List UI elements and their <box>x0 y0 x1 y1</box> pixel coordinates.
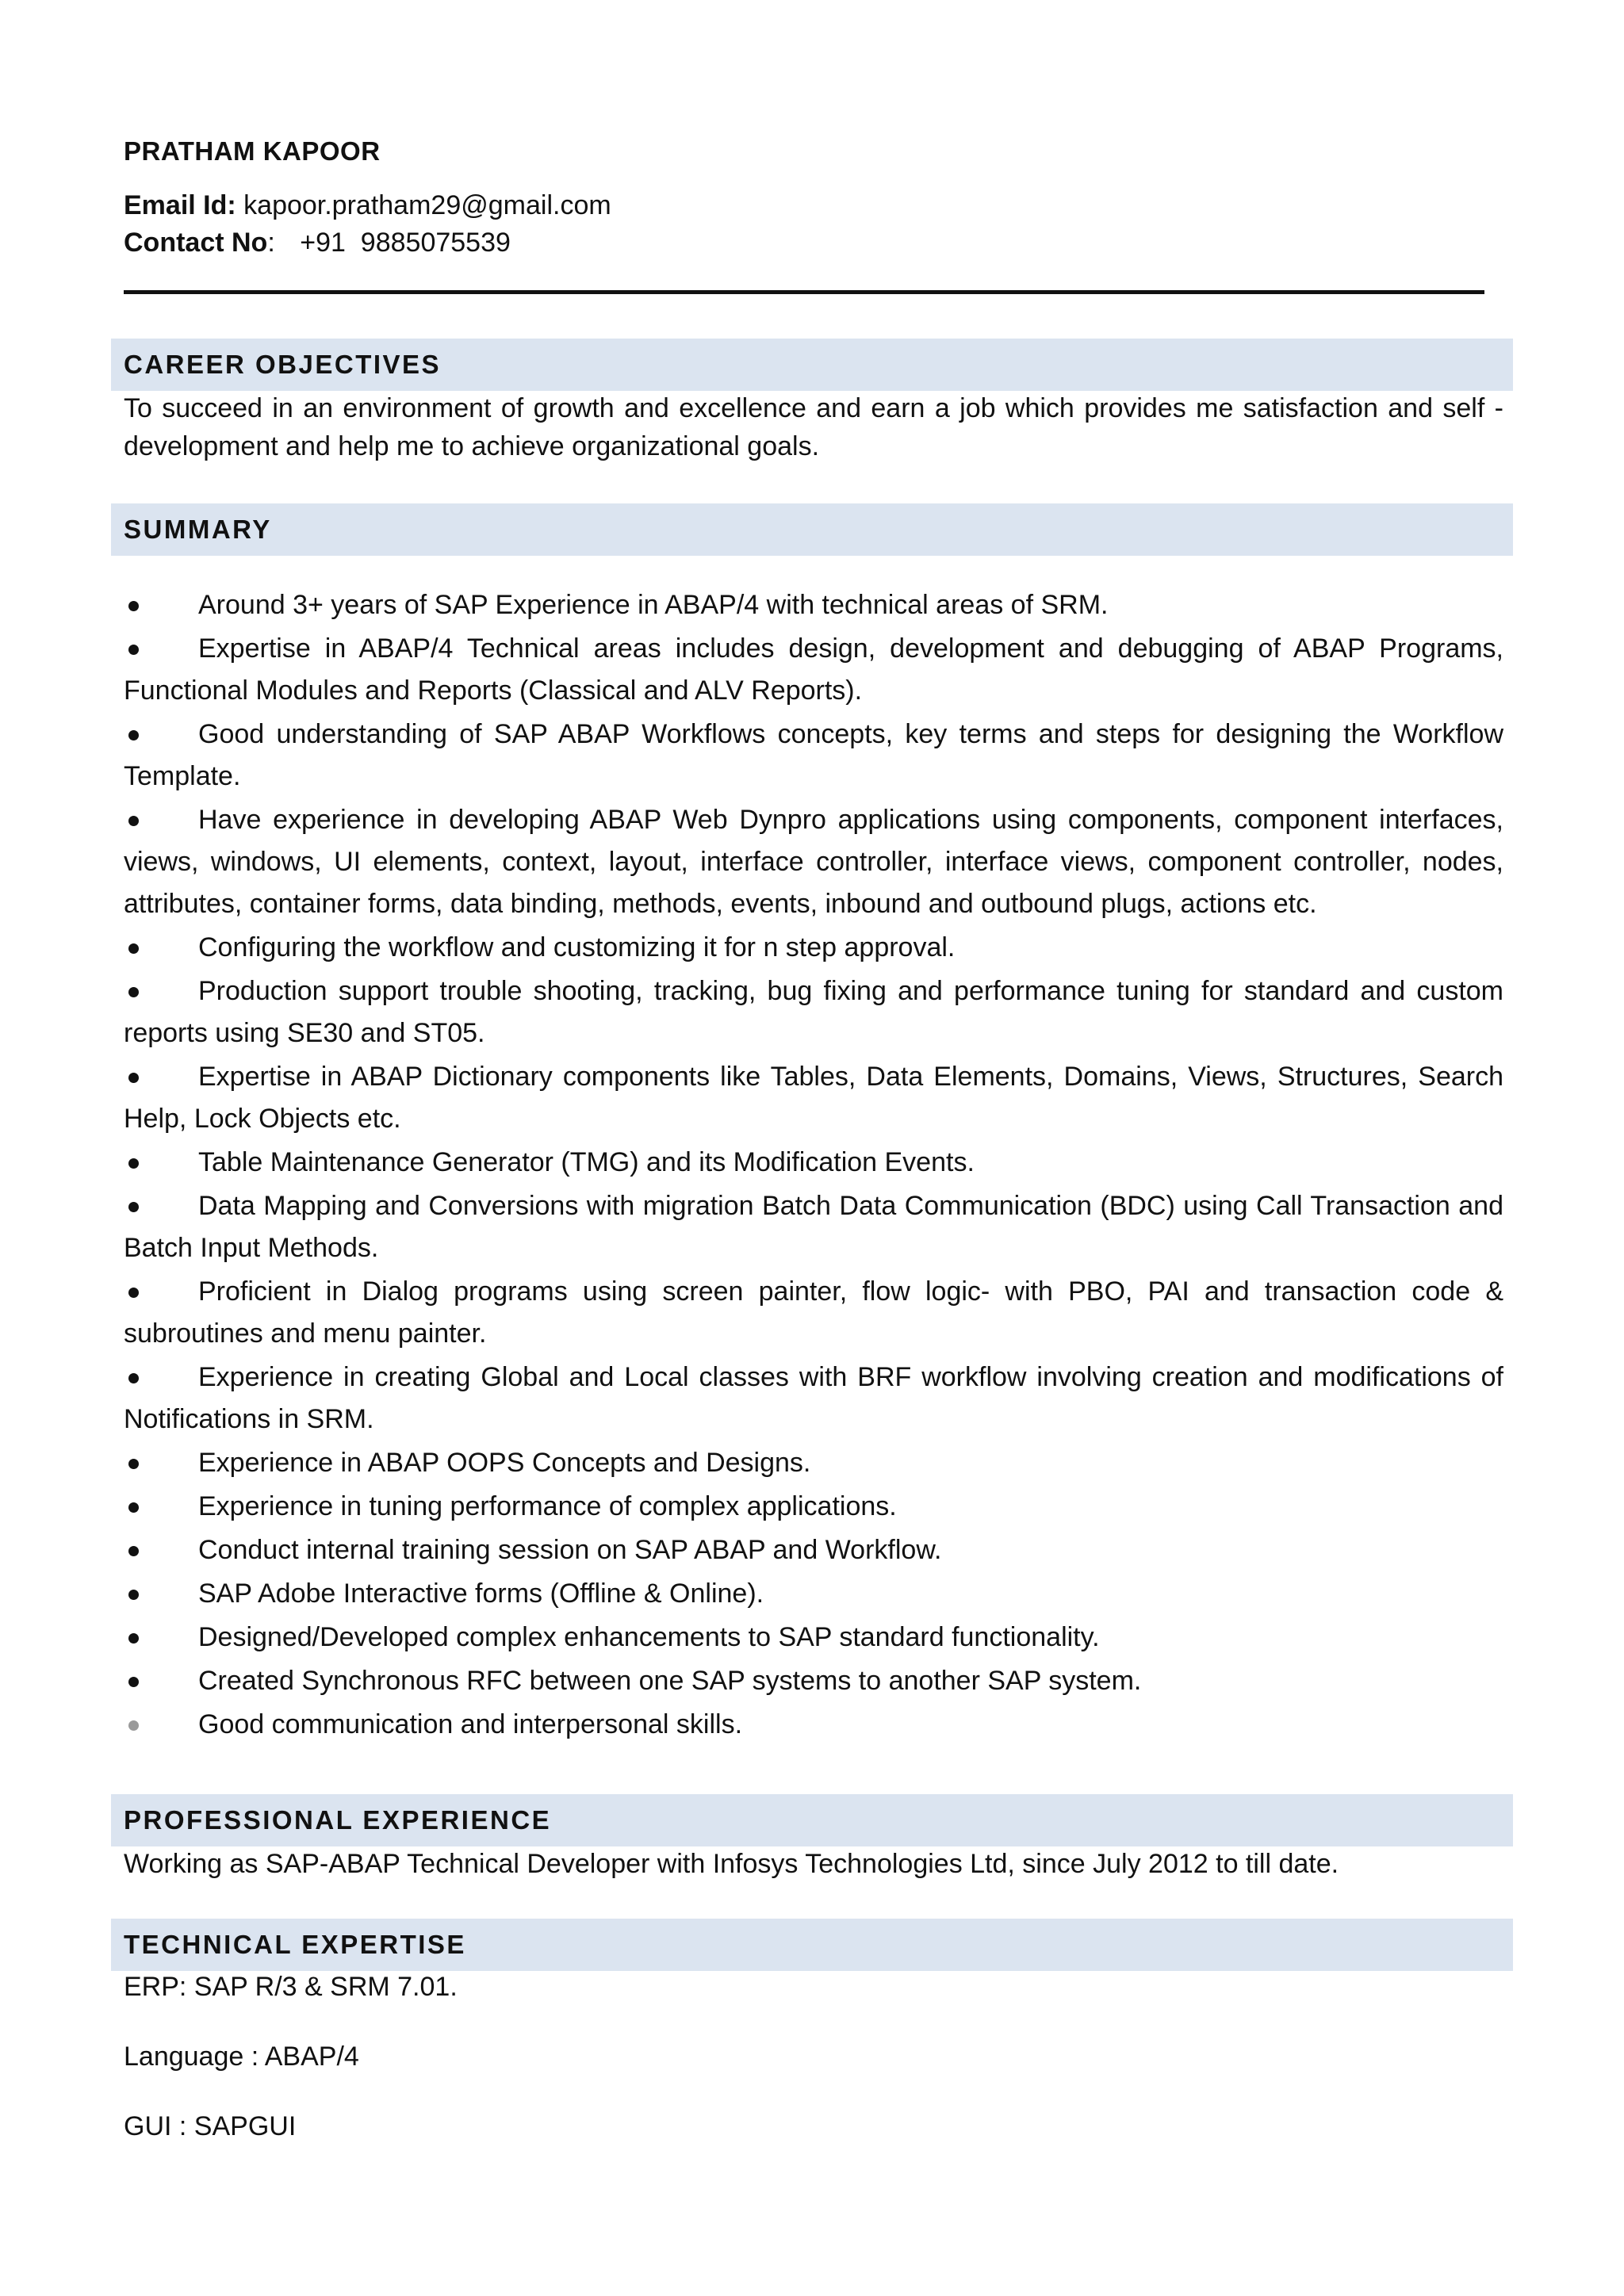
professional-experience-title: PROFESSIONAL EXPERIENCE <box>124 1805 552 1835</box>
gui-line: GUI : SAPGUI <box>124 2111 297 2141</box>
list-item: Experience in ABAP OOPS Concepts and Designs. <box>124 1442 1503 1484</box>
list-item: Table Maintenance Generator (TMG) and its Modification Events. <box>124 1142 1503 1184</box>
professional-experience-header <box>111 1794 1513 1846</box>
list-item: Proficient in Dialog programs using screen painter, flow logic- with PBO, PAI and transaction code & subroutines and menu painter. <box>124 1276 1503 1349</box>
list-item: Conduct internal training session on SAP ABAP and Workflow. <box>124 1529 1503 1571</box>
bullet-icon <box>128 1288 139 1298</box>
contact-label: Contact No <box>124 228 268 258</box>
bullet-icon <box>128 730 139 740</box>
list-item: Data Mapping and Conversions with migration Batch Data Communication (BDC) using Call Transaction and Batch Input Methods. <box>124 1191 1503 1263</box>
language-line: Language : ABAP/4 <box>124 2042 359 2072</box>
bullet-icon <box>128 1158 139 1169</box>
list-item: Created Synchronous RFC between one SAP systems to another SAP system. <box>124 1660 1503 1702</box>
career-objectives-header <box>111 339 1513 391</box>
list-item: Have experience in developing ABAP Web Dynpro applications using components, component interfaces, views, windows, UI elements, context, layout, interface controller, interface views, component controller, nodes, attributes, container forms, data binding, methods, events, inbound and outbound plugs, actions etc. <box>124 805 1503 919</box>
summary-header <box>111 503 1513 556</box>
list-item: Expertise in ABAP Dictionary components like Tables, Data Elements, Domains, Views, Structures, Search Help, Lock Objects etc. <box>124 1062 1503 1134</box>
list-item: Good communication and interpersonal skills. <box>124 1704 1503 1746</box>
list-item: Designed/Developed complex enhancements to SAP standard functionality. <box>124 1617 1503 1659</box>
erp-line: ERP: SAP R/3 & SRM 7.01. <box>124 1972 458 2002</box>
professional-experience-text: Working as SAP-ABAP Technical Developer with Infosys Technologies Ltd, since July 2012 to till date. <box>124 1849 1339 1879</box>
list-item: Around 3+ years of SAP Experience in ABAP/4 with technical areas of SRM. <box>124 584 1503 626</box>
header-divider <box>124 290 1484 294</box>
list-item: Production support trouble shooting, tracking, bug fixing and performance tuning for standard and custom reports using SE30 and ST05. <box>124 976 1503 1048</box>
bullet-icon <box>128 645 139 655</box>
summary-list <box>124 584 1503 1747</box>
bullet-icon <box>128 1677 139 1687</box>
contact-line <box>124 228 511 258</box>
summary-title: SUMMARY <box>124 515 272 544</box>
bullet-icon <box>128 1720 139 1731</box>
list-item: Experience in creating Global and Local classes with BRF workflow involving creation and modifications of Notifications in SRM. <box>124 1362 1503 1434</box>
career-objectives-text: To succeed in an environment of growth and excellence and earn a job which provides me satisfaction and self - development and help me to achieve organizational goals. <box>124 393 1503 461</box>
bullet-icon <box>128 1546 139 1556</box>
contact-value: +91 9885075539 <box>300 228 511 258</box>
list-item: Expertise in ABAP/4 Technical areas includes design, development and debugging of ABAP Programs, Functional Modules and Reports (Classical and ALV Reports). <box>124 633 1503 706</box>
list-item: Configuring the workflow and customizing it for n step approval. <box>124 927 1503 969</box>
list-item: SAP Adobe Interactive forms (Offline & Online). <box>124 1573 1503 1615</box>
career-objectives-title: CAREER OBJECTIVES <box>124 350 442 379</box>
bullet-icon <box>128 1502 139 1513</box>
email-label: Email Id: <box>124 190 236 220</box>
candidate-name: PRATHAM KAPOOR <box>124 136 381 166</box>
bullet-icon <box>128 816 139 826</box>
bullet-icon <box>128 1073 139 1083</box>
bullet-icon <box>128 987 139 997</box>
bullet-icon <box>128 601 139 611</box>
bullet-icon <box>128 1373 139 1383</box>
email-value: kapoor.pratham29@gmail.com <box>243 190 611 220</box>
bullet-icon <box>128 1459 139 1469</box>
technical-expertise-header <box>111 1919 1513 1971</box>
list-item: Experience in tuning performance of complex applications. <box>124 1486 1503 1528</box>
bullet-icon <box>128 1590 139 1600</box>
list-item: Good understanding of SAP ABAP Workflows concepts, key terms and steps for designing the Workflow Template. <box>124 719 1503 791</box>
bullet-icon <box>128 1202 139 1212</box>
technical-expertise-title: TECHNICAL EXPERTISE <box>124 1930 466 1959</box>
email-line <box>124 190 611 221</box>
bullet-icon <box>128 943 139 954</box>
bullet-icon <box>128 1633 139 1644</box>
contact-separator: : <box>267 228 275 258</box>
